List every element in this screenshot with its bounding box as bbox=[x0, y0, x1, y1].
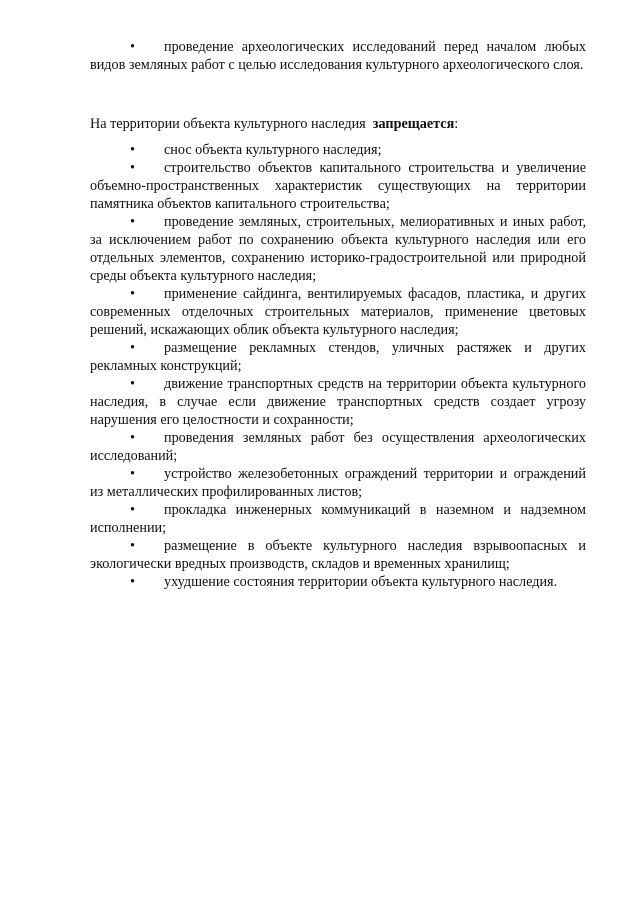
list-item bbox=[90, 141, 586, 159]
list-item-text: применение сайдинга, вентилируемых фасадов, пластика, и других современных отделочных строительных материалов, применение цветовых решений, искажающих облик объекта культурного наследия; bbox=[90, 286, 586, 338]
list-item-text: проведение земляных, строительных, мелиоративных и иных работ, за исключением работ по сохранению объекта культурного наследия или его отдельных элементов, сохранению историко-градостроительной или природной среды объекта культурного наследия; bbox=[90, 214, 586, 284]
list-item bbox=[90, 465, 586, 501]
bullet-marker: • bbox=[130, 160, 135, 176]
bullet-marker: • bbox=[130, 538, 135, 554]
bullet-marker: • bbox=[130, 340, 135, 356]
list-item bbox=[90, 285, 586, 339]
intro-emphasis: запрещается bbox=[372, 116, 455, 132]
list-item-text: проведения земляных работ без осуществления археологических исследований; bbox=[90, 430, 586, 464]
list-item-text: строительство объектов капитального строительства и увеличение объемно-пространственных характеристик существующих на территории памятника объектов капитального строительства; bbox=[90, 160, 586, 212]
list-item bbox=[90, 501, 586, 537]
list-item-text: движение транспортных средств на территории объекта культурного наследия, в случае если движение транспортных средств создает угрозу нарушения его целостности и сохранности; bbox=[90, 376, 586, 428]
bullet-marker: • bbox=[130, 142, 135, 158]
list-item-text: устройство железобетонных ограждений территории и ограждений из металлических профилированных листов; bbox=[90, 466, 586, 500]
bullet-marker: • bbox=[130, 376, 135, 392]
list-item-text: снос объекта культурного наследия; bbox=[164, 142, 382, 158]
list-item bbox=[90, 375, 586, 429]
list-item bbox=[90, 573, 586, 591]
list-item bbox=[90, 537, 586, 573]
bullet-marker: • bbox=[130, 430, 135, 446]
bullet-marker: • bbox=[130, 502, 135, 518]
list-item bbox=[90, 213, 586, 285]
list-item-text: ухудшение состояния территории объекта культурного наследия. bbox=[164, 574, 558, 590]
bullet-marker: • bbox=[130, 286, 135, 302]
prohibited-list bbox=[90, 141, 586, 591]
list-item bbox=[90, 429, 586, 465]
prohibition-intro bbox=[90, 115, 586, 133]
bullet-marker: • bbox=[130, 466, 135, 482]
list-item-text: прокладка инженерных коммуникаций в наземном и надземном исполнении; bbox=[90, 502, 586, 536]
archaeology-item-block bbox=[90, 38, 586, 74]
list-item-text: размещение в объекте культурного наследия взрывоопасных и экологически вредных производств, складов и временных хранилищ; bbox=[90, 538, 586, 572]
bullet-marker: • bbox=[130, 39, 135, 55]
list-item bbox=[90, 38, 586, 74]
list-item-text: размещение рекламных стендов, уличных растяжек и других рекламных конструкций; bbox=[90, 340, 586, 374]
bullet-marker: • bbox=[130, 214, 135, 230]
list-item bbox=[90, 159, 586, 213]
bullet-marker: • bbox=[130, 574, 135, 590]
list-item bbox=[90, 339, 586, 375]
intro-text: На территории объекта культурного наследия bbox=[90, 116, 366, 132]
list-item-text: проведение археологических исследований перед началом любых видов земляных работ с целью исследования культурного археологического слоя. bbox=[90, 39, 586, 73]
intro-suffix: : bbox=[454, 116, 459, 132]
